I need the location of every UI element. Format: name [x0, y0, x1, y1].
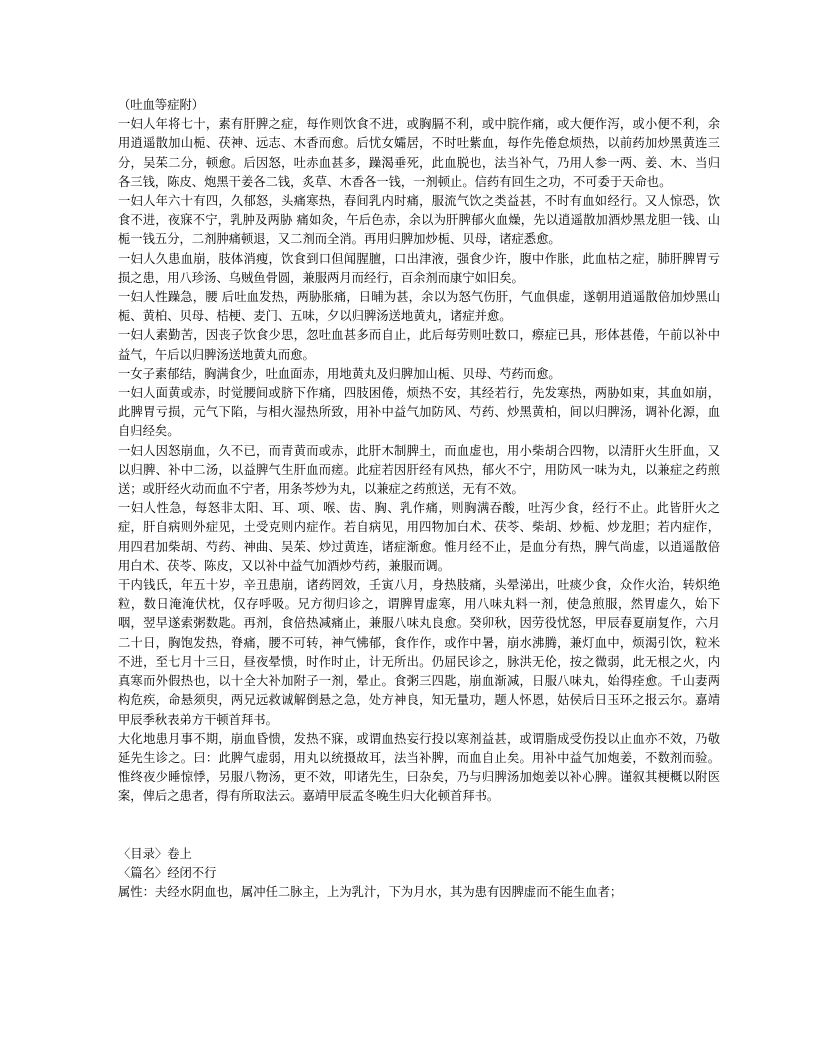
paragraph-5: 一妇人素勤苦，因丧子饮食少思，忽吐血甚多而自止，此后每劳则吐数口，瘵症已具，形体甚倦，午前以补中益气，午后以归脾汤送地黄丸而愈。 — [118, 328, 720, 362]
paragraph-4: 一妇人性躁急，腰 后吐血发热，两胁胀痛，日晡为甚，余以为怒气伤肝，气血俱虚，遂朝用逍遥散倍加炒黑山栀、黄柏、贝母、桔梗、麦门、五味，夕以归脾汤送地黄丸，诸症并愈。 — [118, 290, 720, 324]
paragraph-2: 一妇人年六十有四，久郁怒，头痛寒热，春间乳内时痛，服流气饮之类益甚，不时有血如经行。又人惊恐，饮食不进，夜寐不宁，乳肿及两胁 痛如灸，午后色赤，余以为肝脾郁火血燥，先以逍遥散加酒炒黑龙胆一钱、山栀一钱五分，二剂肿痛顿退，又二剂而全消。再用归脾加炒栀、贝母，诸症悉愈。 — [118, 194, 720, 247]
paragraph-6: 一女子素郁结，胸满食少，吐血面赤，用地黄丸及归脾加山栀、贝母、芍药而愈。 — [118, 366, 561, 381]
paragraph-3: 一妇人久患血崩，肢体消瘦，饮食到口但闻腥膻，口出津液，强食少许，腹中作胀，此血枯之症，肺肝脾胃亏损之患，用八珍汤、乌贼鱼骨圆，兼服两月而经行，百余剂而康宁如旧矣。 — [118, 251, 720, 285]
section-spacer — [118, 807, 720, 845]
document-body — [118, 96, 720, 902]
paragraph-9: 一妇人性急，每怒非太阳、耳、项、喉、齿、胸、乳作痛，则胸满吞酸，吐泻少食，经行不止。此皆肝火之症，肝自病则外症见，土受克则内症作。若自病见，用四物加白术、茯苓、柴胡、炒栀、炒龙胆；若内症作，用四君加柴胡、芍药、神曲、吴茱、炒过黄连，诸症渐愈。惟月经不止，是血分有热，脾气尚虚，以逍遥散倍用白术、茯苓、陈皮，又以补中益气加酒炒芍药，兼服而调。 — [118, 501, 720, 573]
paragraph-1: 一妇人年将七十，素有肝脾之症，每作则饮食不进，或胸膈不利，或中脘作痛，或大便作泻，或小便不利，余用逍遥散加山栀、茯神、远志、木香而愈。后忧女孀居，不时吐紫血，每作先倦怠烦热，以前药加炒黑黄连三分，吴茱二分，顿愈。后因怒，吐赤血甚多，躁渴垂死，此血脱也，法当补气，乃用人参一两、姜、木、当归各三钱，陈皮、炮黑干姜各二钱，炙草、木香各一钱，一剂顿止。信药有回生之功，不可委于天命也。 — [118, 117, 720, 189]
attribute-line: 属性：夫经水阴血也，属冲任二脉主，上为乳汁，下为月水，其为患有因脾虚而不能生血者； — [118, 884, 623, 899]
section-marker: 〈篇名〉经闭不行 — [118, 865, 217, 880]
paragraph-10: 干内钱氏，年五十岁，辛丑患崩，诸药罔效，壬寅八月，身热肢痛，头晕涕出，吐痰少食，众作火治，转炽绝粒，数日淹淹伏枕，仅存呼吸。兄方彻归诊之，谓脾胃虚寒，用八味丸料一剂，使急煎服，然胃虚久，始下咽，翌早遂索粥数匙。再剂，食倍热减痛止，兼服八味丸良愈。癸卯秋，因劳役忧怒，甲辰春夏崩复作，六月二十日，胸饱发热，脊痛，腰不可转，神气怫郁，食作作，或作中暑，崩水沸腾，兼灯血中，烦渴引饮，粒米不进，至七月十三日，昼夜晕愦，时作时止，计无所出。仍屈民诊之，脉洪无伦，按之微弱，此无根之火，内真寒而外假热也，以十全大补加附子一剂，晕止。食粥三四匙，崩血渐减，日服八味丸，始得痊愈。千山妻两构危疾，命悬须臾，两兄远救诚解倒悬之急，处方神良，知无量功，题人怀恩，姑侯后日玉环之报云尔。嘉靖甲辰季秋表弟方干顿首拜书。 — [118, 578, 720, 727]
index-marker: 〈目录〉卷上 — [118, 846, 192, 861]
paragraph-11: 大化地患月事不期，崩血昏愦，发热不寐，或谓血热妄行投以寒剂益甚，或谓脂成受伤投以止血亦不效，乃敬延先生诊之。曰：此脾气虚弱，用丸以统摄故耳，法当补脾，而血自止矣。用补中益气加炮姜，不数剂而验。惟终夜少睡惊悸，另服八物汤，更不效，叩诸先生，曰杂矣，乃与归脾汤加炮姜以补心脾。谨叙其梗概以附医案，俾后之患者，得有所取法云。嘉靖甲辰孟冬晚生归大化顿首拜书。 — [118, 731, 720, 804]
document-title-line: （吐血等症附） — [118, 98, 205, 112]
paragraph-8: 一妇人因怒崩血，久不已，而青黄而或赤，此肝木制脾土，而血虚也，用小柴胡合四物，以清肝火生肝血，又以归脾、补中二汤，以益脾气生肝血而瘥。此症若因肝经有风热，郁火不宁，用防风一味为丸，以兼症之药煎送；或肝经火动而血不宁者，用条芩炒为丸，以兼症之药煎送，无有不效。 — [118, 443, 720, 497]
paragraph-7: 一妇人面黄或赤，时觉腰间或脐下作痛，四肢困倦，烦热不安，其经若行，先发寒热，两胁如束，其血如崩，此脾胃亏损，元气下陷，与相火湿热所致，用补中益气加防风、芍药、炒黑黄柏，间以归脾汤，调补化源，血自归经矣。 — [118, 386, 720, 439]
